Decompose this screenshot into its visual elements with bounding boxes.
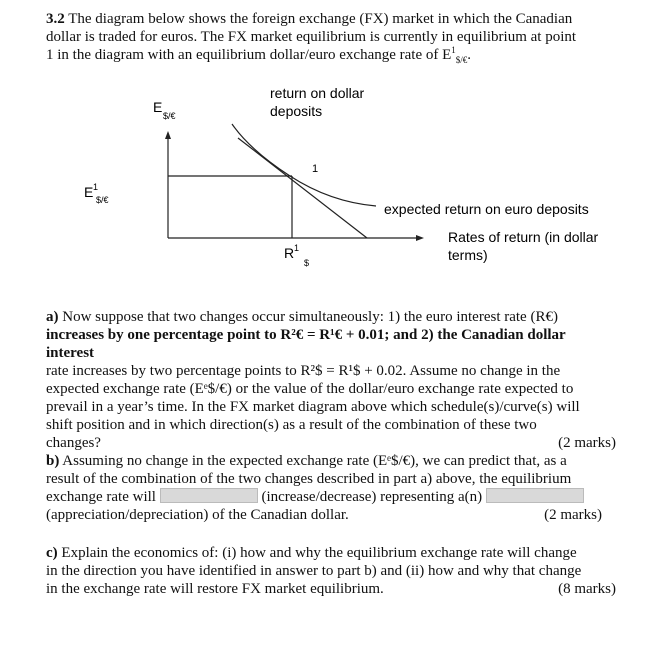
euro-return-curve [238,138,367,238]
part-b-line-2: result of the combination of the two changes described in part a) above, the equilibrium [46,471,572,487]
e1-label-sub: $/€ [96,195,109,205]
dollar-curve-label-1: return on dollar [270,85,365,101]
part-a-line-7: changes? (2 marks) [46,435,616,451]
y-axis-label-sub: $/€ [163,111,176,121]
part-c-line-2: in the direction you have identified in answer to part b) and (ii) how and why that change [46,563,582,579]
x-axis-arrowhead [416,235,424,241]
part-b-marks: (2 marks) [544,507,602,523]
question-line-2: dollar is traded for euros. The FX market equilibrium is currently in equilibrium at point [46,29,577,45]
r1-label: R [284,245,295,261]
x-axis-label-1: Rates of return (in dollar [448,229,599,245]
part-c-line-3: in the exchange rate will restore FX market equilibrium. (8 marks) [46,581,616,597]
part-c-marks: (8 marks) [558,581,616,597]
part-b [46,452,616,524]
part-a-marks: (2 marks) [558,435,616,451]
r1-label-sub: $ [304,258,310,268]
y-axis-arrowhead [165,131,171,139]
part-b-line-1: b) Assuming no change in the expected exchange rate (Eᵉ$/€), we can predict that, as a [46,453,567,469]
part-a-line-2: increases by one percentage point to R²€ = R¹€ + 0.01; and 2) the Canadian dollar interest [46,327,566,361]
x-axis-label-2: terms) [448,247,488,263]
e1-label: E [84,184,94,200]
y-axis-label: E [153,99,163,115]
part-a-line-6: shift position and in which direction(s) as a result of the combination of these two [46,417,537,433]
r1-label-sup: 1 [294,243,300,253]
dollar-return-curve [232,124,376,206]
question-number: 3.2 [46,11,65,27]
appreciation-answer-field[interactable] [486,488,584,503]
exchange-rate-answer-field[interactable] [160,488,258,503]
question-line-3: 1 in the diagram with an equilibrium dollar/euro exchange rate of $E^1_{\$/€}$. [46,45,472,65]
euro-curve-label: expected return on euro deposits [384,201,589,217]
part-c-line-1: c) Explain the economics of: (i) how and why the equilibrium exchange rate will change [46,545,577,561]
part-a-line-4: expected exchange rate (Eᵉ$/€) or the value of the dollar/euro exchange rate expected to [46,381,574,397]
part-a-line-5: prevail in a year’s time. In the FX market diagram above which schedule(s)/curve(s) will [46,399,580,415]
part-a-line-1: a) Now suppose that two changes occur simultaneously: 1) the euro interest rate (R€) [46,309,558,325]
e1-label-sup: 1 [93,182,99,192]
dollar-curve-label-2: deposits [270,103,323,119]
part-a [46,308,616,452]
question-line-1: 3.2 The diagram below shows the foreign exchange (FX) market in which the Canadian [46,11,573,27]
part-a-line-3: rate increases by two percentage points to R²$ = R¹$ + 0.02. Assume no change in the [46,363,561,379]
part-c [46,544,616,598]
equilibrium-point-label: 1 [312,163,319,175]
fx-market-diagram [0,0,648,290]
part-b-line-4: (appreciation/depreciation) of the Canadian dollar. (2 marks) [46,507,602,523]
part-b-line-3: exchange rate will (increase/decrease) representing a(n) [46,488,616,506]
